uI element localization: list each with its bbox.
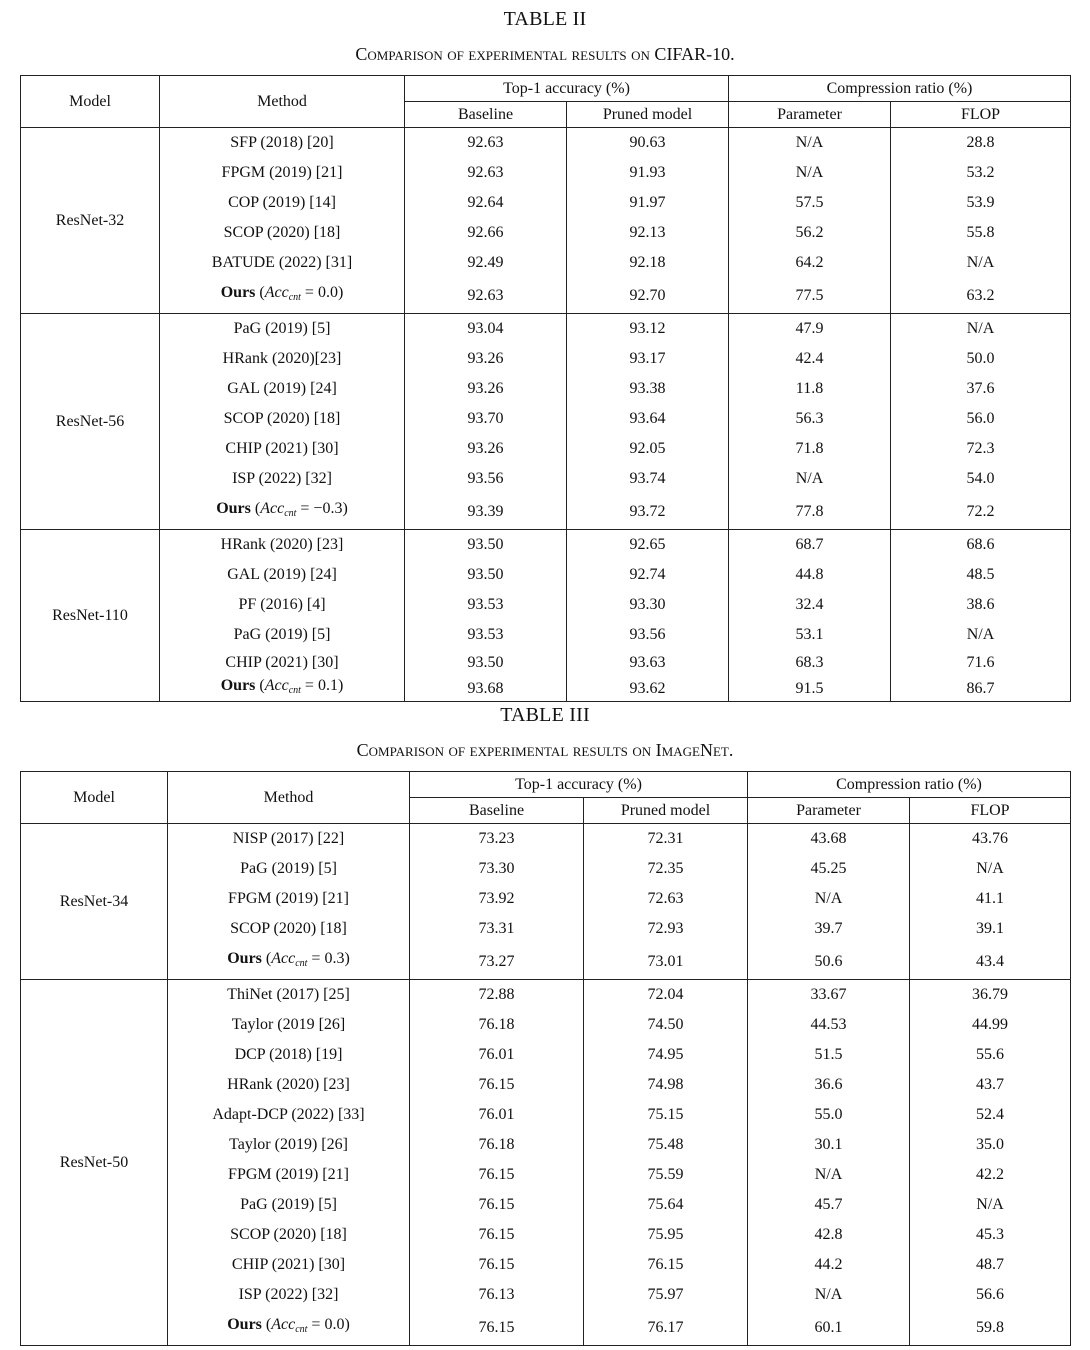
pruned-cell: 93.12 <box>567 314 729 345</box>
table-row <box>21 128 1071 159</box>
flop-cell: 48.7 <box>976 1256 1004 1273</box>
method-cell: DCP (2018) [19] <box>168 1040 410 1070</box>
method-cell: HRank (2020)[23] <box>160 344 405 374</box>
header-top1-accuracy: Top-1 accuracy (%) <box>405 76 729 102</box>
baseline-cell: 76.18 <box>410 1010 584 1040</box>
parameter-cell: N/A <box>729 464 891 494</box>
table-row <box>21 1010 1071 1040</box>
header-compression-ratio: Compression ratio (%) <box>748 772 1071 798</box>
ours-row <box>21 676 1071 702</box>
parameter-cell: N/A <box>748 1280 910 1310</box>
parameter-cell: N/A <box>748 1160 910 1190</box>
ours-row <box>21 944 1071 980</box>
pruned-cell: 92.65 <box>567 530 729 561</box>
pruned-cell: 92.18 <box>567 248 729 278</box>
ours-row <box>21 278 1071 314</box>
ours-row <box>21 494 1071 530</box>
pruned-cell: 93.74 <box>567 464 729 494</box>
parameter-cell: 64.2 <box>729 248 891 278</box>
table-row <box>21 374 1071 404</box>
flop-cell: 72.2 <box>966 502 995 520</box>
table-row <box>21 884 1071 914</box>
ours-label: Ours <box>227 1316 262 1333</box>
pruned-cell: 75.15 <box>584 1100 748 1130</box>
flop-cell: 63.2 <box>966 286 995 304</box>
pruned-cell: 72.31 <box>584 824 748 855</box>
method-cell: CHIP (2021) [30] <box>160 434 405 464</box>
table-iii-block <box>20 702 1070 1346</box>
baseline-cell: 93.50 <box>405 530 567 561</box>
method-cell <box>160 494 405 530</box>
parameter-cell: 68.7 <box>729 530 891 561</box>
parameter-cell: 57.5 <box>729 188 891 218</box>
model-name-cell: ResNet-56 <box>21 314 160 530</box>
table-row <box>21 1160 1071 1190</box>
method-cell: CHIP (2021) [30] <box>160 650 405 676</box>
pruned-cell: 91.97 <box>567 188 729 218</box>
flop-cell: 35.0 <box>976 1136 1004 1153</box>
pruned-cell: 90.63 <box>567 128 729 159</box>
baseline-cell: 93.50 <box>405 650 567 676</box>
flop-cell: 53.2 <box>966 164 995 181</box>
flop-cell: 72.3 <box>966 440 995 457</box>
header-pruned-model: Pruned model <box>567 102 729 128</box>
baseline-cell: 92.63 <box>405 278 567 314</box>
parameter-cell: 44.8 <box>729 560 891 590</box>
flop-cell: 39.1 <box>976 920 1004 937</box>
parameter-cell: 77.8 <box>729 494 891 530</box>
acc-subscript: cnt <box>295 958 308 969</box>
header-parameter: Parameter <box>748 798 910 824</box>
baseline-cell: 93.26 <box>405 374 567 404</box>
flop-cell: 54.0 <box>966 470 995 487</box>
model-group <box>21 980 1071 1346</box>
pruned-cell: 74.95 <box>584 1040 748 1070</box>
header-model: Model <box>21 772 168 824</box>
ours-label: Ours <box>220 284 256 301</box>
acc-value: = −0.3) <box>300 500 348 517</box>
baseline-cell: 76.15 <box>410 1250 584 1280</box>
flop-cell: 86.7 <box>966 679 995 697</box>
parameter-cell: N/A <box>729 128 891 159</box>
parameter-cell: 45.25 <box>748 854 910 884</box>
pruned-cell: 92.70 <box>567 278 729 314</box>
pruned-cell: 76.15 <box>584 1250 748 1280</box>
acc-word: Acc <box>271 1316 296 1333</box>
table-row <box>21 1220 1071 1250</box>
method-cell: Taylor (2019) [26] <box>168 1130 410 1160</box>
flop-cell: 48.5 <box>966 566 995 583</box>
table-row <box>21 650 1071 676</box>
baseline-cell: 93.26 <box>405 344 567 374</box>
table-row <box>21 560 1071 590</box>
pruned-cell: 72.93 <box>584 914 748 944</box>
pruned-cell: 93.30 <box>567 590 729 620</box>
baseline-cell: 76.15 <box>410 1220 584 1250</box>
pruned-cell: 93.64 <box>567 404 729 434</box>
method-cell: PaG (2019) [5] <box>168 1190 410 1220</box>
flop-cell: N/A <box>966 626 995 643</box>
flop-cell: 37.6 <box>966 380 995 397</box>
flop-cell: 38.6 <box>966 596 995 613</box>
parameter-cell: 91.5 <box>729 676 891 702</box>
flop-cell: 59.8 <box>976 1318 1004 1336</box>
table-row <box>21 1280 1071 1310</box>
parameter-cell: 42.8 <box>748 1220 910 1250</box>
pruned-cell: 92.05 <box>567 434 729 464</box>
method-cell: PaG (2019) [5] <box>168 854 410 884</box>
acc-symbol <box>271 950 307 967</box>
paren-open: ( <box>261 1316 272 1333</box>
parameter-cell: 53.1 <box>729 620 891 650</box>
acc-word: Acc <box>264 677 289 694</box>
header-model: Model <box>21 76 160 128</box>
model-name-cell: ResNet-32 <box>21 128 160 314</box>
table-row <box>21 314 1071 345</box>
pruned-cell: 92.13 <box>567 218 729 248</box>
method-cell: FPGM (2019) [21] <box>160 158 405 188</box>
table-row <box>21 914 1071 944</box>
flop-cell: N/A <box>976 860 1004 877</box>
flop-cell: 44.99 <box>972 1016 1008 1033</box>
method-cell: CHIP (2021) [30] <box>168 1250 410 1280</box>
method-cell: PaG (2019) [5] <box>160 314 405 345</box>
method-cell: SCOP (2020) [18] <box>168 1220 410 1250</box>
method-cell: ISP (2022) [32] <box>160 464 405 494</box>
paren-open: ( <box>250 500 261 517</box>
parameter-cell: 77.5 <box>729 278 891 314</box>
acc-word: Acc <box>271 950 296 967</box>
header-baseline: Baseline <box>410 798 584 824</box>
header-method: Method <box>160 76 405 128</box>
parameter-cell: 43.68 <box>748 824 910 855</box>
flop-cell: 36.79 <box>972 986 1008 1003</box>
table-row <box>21 824 1071 855</box>
flop-cell: 42.2 <box>976 1166 1004 1183</box>
acc-value: = 0.1) <box>304 677 344 694</box>
baseline-cell: 76.15 <box>410 1310 584 1346</box>
baseline-cell: 92.66 <box>405 218 567 248</box>
table-row <box>21 1040 1071 1070</box>
parameter-cell: 44.53 <box>748 1010 910 1040</box>
table-row <box>21 1250 1071 1280</box>
acc-value: = 0.0) <box>304 284 344 301</box>
baseline-cell: 93.53 <box>405 590 567 620</box>
baseline-cell: 73.23 <box>410 824 584 855</box>
pruned-cell: 72.04 <box>584 980 748 1011</box>
pruned-cell: 76.17 <box>584 1310 748 1346</box>
table-label: TABLE II <box>503 8 587 30</box>
method-cell: PaG (2019) [5] <box>160 620 405 650</box>
header-baseline: Baseline <box>405 102 567 128</box>
flop-cell: 43.7 <box>976 1076 1004 1093</box>
ours-label: Ours <box>227 950 262 967</box>
table-row <box>21 590 1071 620</box>
table-row <box>21 530 1071 561</box>
pruned-cell: 93.38 <box>567 374 729 404</box>
method-cell <box>168 944 410 980</box>
flop-cell: 50.0 <box>966 350 995 367</box>
method-cell: COP (2019) [14] <box>160 188 405 218</box>
method-cell: PF (2016) [4] <box>160 590 405 620</box>
method-cell <box>160 278 405 314</box>
pruned-cell: 75.64 <box>584 1190 748 1220</box>
baseline-cell: 93.56 <box>405 464 567 494</box>
table-row <box>21 980 1071 1011</box>
parameter-cell: 33.67 <box>748 980 910 1011</box>
pruned-cell: 72.63 <box>584 884 748 914</box>
paren-open: ( <box>261 950 272 967</box>
flop-cell: 52.4 <box>976 1106 1004 1123</box>
method-cell: HRank (2020) [23] <box>168 1070 410 1100</box>
flop-cell: N/A <box>976 1196 1004 1213</box>
baseline-cell: 93.53 <box>405 620 567 650</box>
flop-cell: 56.6 <box>976 1286 1004 1303</box>
header-method: Method <box>168 772 410 824</box>
parameter-cell: 44.2 <box>748 1250 910 1280</box>
header-compression-ratio: Compression ratio (%) <box>729 76 1071 102</box>
baseline-cell: 93.70 <box>405 404 567 434</box>
pruned-cell: 75.95 <box>584 1220 748 1250</box>
ours-label: Ours <box>216 500 251 517</box>
ours-label: Ours <box>220 677 256 694</box>
method-cell: SCOP (2020) [18] <box>160 404 405 434</box>
pruned-cell: 73.01 <box>584 944 748 980</box>
flop-cell: 56.0 <box>966 410 995 427</box>
model-group <box>21 824 1071 980</box>
header-top1-accuracy: Top-1 accuracy (%) <box>410 772 748 798</box>
flop-cell: N/A <box>966 320 995 337</box>
table-ii-block <box>20 6 1070 702</box>
table-row <box>21 1130 1071 1160</box>
model-name-cell: ResNet-50 <box>21 980 168 1346</box>
parameter-cell: 71.8 <box>729 434 891 464</box>
baseline-cell: 76.15 <box>410 1190 584 1220</box>
baseline-cell: 76.15 <box>410 1070 584 1100</box>
table-row <box>21 1070 1071 1100</box>
method-cell: Adapt-DCP (2022) [33] <box>168 1100 410 1130</box>
baseline-cell: 93.50 <box>405 560 567 590</box>
parameter-cell: 30.1 <box>748 1130 910 1160</box>
flop-cell: 28.8 <box>966 134 995 151</box>
method-cell: GAL (2019) [24] <box>160 374 405 404</box>
baseline-cell: 73.27 <box>410 944 584 980</box>
table-row <box>21 248 1071 278</box>
table-row <box>21 620 1071 650</box>
method-cell: NISP (2017) [22] <box>168 824 410 855</box>
table-caption: Comparison of experimental results on ImageNet. <box>356 740 734 760</box>
baseline-cell: 92.63 <box>405 128 567 159</box>
pruned-cell: 93.62 <box>567 676 729 702</box>
flop-cell: 41.1 <box>976 890 1004 907</box>
acc-symbol <box>260 500 296 517</box>
pruned-cell: 93.56 <box>567 620 729 650</box>
baseline-cell: 76.01 <box>410 1100 584 1130</box>
pruned-cell: 74.98 <box>584 1070 748 1100</box>
acc-word: Acc <box>264 284 289 301</box>
pruned-cell: 75.59 <box>584 1160 748 1190</box>
method-cell: SCOP (2020) [18] <box>168 914 410 944</box>
flop-cell: 43.76 <box>972 830 1008 847</box>
results-table-cifar10 <box>20 75 1071 702</box>
flop-cell: N/A <box>966 254 995 271</box>
flop-cell: 55.8 <box>966 224 995 241</box>
baseline-cell: 92.64 <box>405 188 567 218</box>
parameter-cell: 39.7 <box>748 914 910 944</box>
parameter-cell: 32.4 <box>729 590 891 620</box>
baseline-cell: 93.68 <box>405 676 567 702</box>
baseline-cell: 73.30 <box>410 854 584 884</box>
parameter-cell: 51.5 <box>748 1040 910 1070</box>
table-caption: Comparison of experimental results on CIFAR-10. <box>355 44 735 64</box>
pruned-cell: 91.93 <box>567 158 729 188</box>
baseline-cell: 76.01 <box>410 1040 584 1070</box>
method-cell: ThiNet (2017) [25] <box>168 980 410 1011</box>
baseline-cell: 73.31 <box>410 914 584 944</box>
method-cell: Taylor (2019 [26] <box>168 1010 410 1040</box>
baseline-cell: 76.13 <box>410 1280 584 1310</box>
baseline-cell: 73.92 <box>410 884 584 914</box>
baseline-cell: 72.88 <box>410 980 584 1011</box>
model-name-cell: ResNet-34 <box>21 824 168 980</box>
baseline-cell: 93.04 <box>405 314 567 345</box>
results-table-imagenet <box>20 771 1071 1346</box>
acc-subscript: cnt <box>284 508 297 519</box>
parameter-cell: 50.6 <box>748 944 910 980</box>
method-cell: SFP (2018) [20] <box>160 128 405 159</box>
table-row <box>21 854 1071 884</box>
baseline-cell: 92.49 <box>405 248 567 278</box>
header-pruned-model: Pruned model <box>584 798 748 824</box>
pruned-cell: 93.63 <box>567 650 729 676</box>
pruned-cell: 74.50 <box>584 1010 748 1040</box>
pruned-cell: 75.97 <box>584 1280 748 1310</box>
pruned-cell: 92.74 <box>567 560 729 590</box>
acc-symbol <box>265 284 301 301</box>
parameter-cell: 68.3 <box>729 650 891 676</box>
table-row <box>21 464 1071 494</box>
parameter-cell: 55.0 <box>748 1100 910 1130</box>
parameter-cell: 56.3 <box>729 404 891 434</box>
model-name-cell: ResNet-110 <box>21 530 160 702</box>
header-flop: FLOP <box>910 798 1071 824</box>
table-row <box>21 1100 1071 1130</box>
model-group <box>21 128 1071 314</box>
acc-value: = 0.0) <box>311 1316 350 1333</box>
parameter-cell: N/A <box>729 158 891 188</box>
method-cell: FPGM (2019) [21] <box>168 1160 410 1190</box>
table-row <box>21 344 1071 374</box>
pruned-cell: 75.48 <box>584 1130 748 1160</box>
method-cell <box>160 676 405 702</box>
paren-open: ( <box>255 284 265 301</box>
flop-cell: 53.9 <box>966 194 995 211</box>
table-row <box>21 1190 1071 1220</box>
acc-subscript: cnt <box>288 685 301 696</box>
method-cell: SCOP (2020) [18] <box>160 218 405 248</box>
method-cell: HRank (2020) [23] <box>160 530 405 561</box>
acc-word: Acc <box>260 500 285 517</box>
flop-cell: 43.4 <box>976 952 1004 970</box>
table-row <box>21 404 1071 434</box>
acc-symbol <box>271 1316 307 1333</box>
parameter-cell: 60.1 <box>748 1310 910 1346</box>
flop-cell: 55.6 <box>976 1046 1004 1063</box>
header-flop: FLOP <box>891 102 1071 128</box>
pruned-cell: 72.35 <box>584 854 748 884</box>
acc-symbol <box>265 677 301 694</box>
acc-subscript: cnt <box>295 1324 308 1335</box>
model-group <box>21 314 1071 530</box>
flop-cell: 71.6 <box>966 654 995 671</box>
method-cell <box>168 1310 410 1346</box>
parameter-cell: 36.6 <box>748 1070 910 1100</box>
flop-cell: 45.3 <box>976 1226 1004 1243</box>
model-group <box>21 530 1071 702</box>
pruned-cell: 93.72 <box>567 494 729 530</box>
table-row <box>21 188 1071 218</box>
paren-open: ( <box>255 677 265 694</box>
parameter-cell: 11.8 <box>729 374 891 404</box>
header-parameter: Parameter <box>729 102 891 128</box>
pruned-cell: 93.17 <box>567 344 729 374</box>
parameter-cell: N/A <box>748 884 910 914</box>
method-cell: ISP (2022) [32] <box>168 1280 410 1310</box>
parameter-cell: 42.4 <box>729 344 891 374</box>
method-cell: BATUDE (2022) [31] <box>160 248 405 278</box>
baseline-cell: 92.63 <box>405 158 567 188</box>
acc-value: = 0.3) <box>311 950 350 967</box>
parameter-cell: 56.2 <box>729 218 891 248</box>
acc-subscript: cnt <box>288 292 301 303</box>
method-cell: FPGM (2019) [21] <box>168 884 410 914</box>
flop-cell: 68.6 <box>966 536 995 553</box>
parameter-cell: 47.9 <box>729 314 891 345</box>
baseline-cell: 76.18 <box>410 1130 584 1160</box>
table-label: TABLE III <box>500 704 590 726</box>
table-row <box>21 218 1071 248</box>
parameter-cell: 45.7 <box>748 1190 910 1220</box>
table-row <box>21 158 1071 188</box>
ours-row <box>21 1310 1071 1346</box>
baseline-cell: 93.39 <box>405 494 567 530</box>
table-row <box>21 434 1071 464</box>
method-cell: GAL (2019) [24] <box>160 560 405 590</box>
baseline-cell: 93.26 <box>405 434 567 464</box>
baseline-cell: 76.15 <box>410 1160 584 1190</box>
